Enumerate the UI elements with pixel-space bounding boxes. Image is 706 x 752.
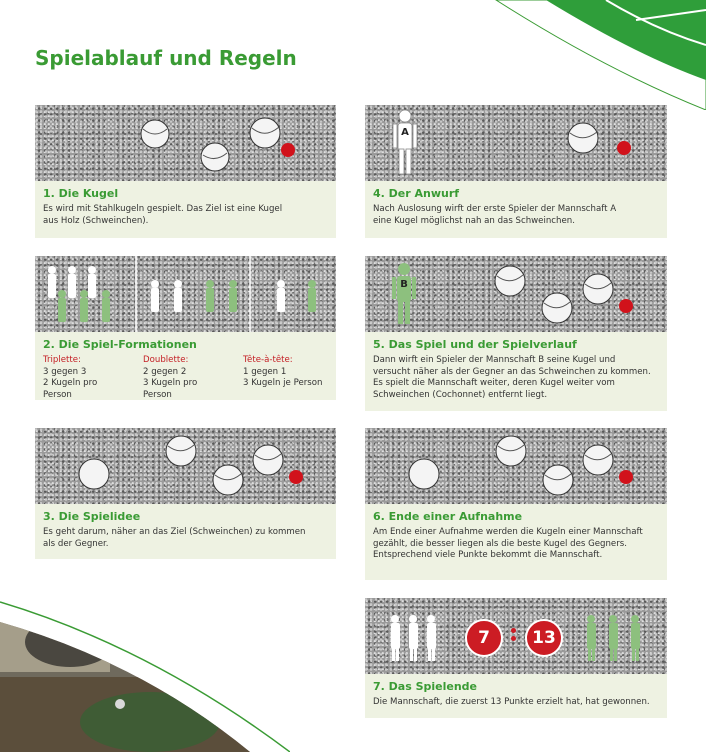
- illustration-balls: [35, 105, 336, 181]
- card-title: 5. Das Spiel und der Spielverlauf: [373, 338, 577, 351]
- score-team-a: 7: [465, 619, 503, 657]
- card-title: 6. Ende einer Aufnahme: [373, 510, 523, 523]
- card-text: Am Ende einer Aufnahme werden die Kugeln einer Mannschaft gezählt, die besser liegen als die beste Kugel des Gegners. Entsprechend viele Punkte bekommt die Mannschaft.: [373, 527, 643, 560]
- formation-list: [43, 355, 329, 401]
- illustration-formations: [35, 256, 336, 332]
- card-text: Die Mannschaft, die zuerst 13 Punkte erzielt hat, hat gewonnen.: [373, 697, 650, 707]
- illustration-aufnahme: [365, 428, 667, 504]
- player-label: B: [400, 279, 408, 290]
- formation-doublette: Doublette: 2 gegen 2 3 Kugeln pro Person: [143, 355, 198, 400]
- illustration-spielende: [365, 598, 667, 674]
- illustration-spielidee: [35, 428, 336, 504]
- illustration-anwurf: [365, 105, 667, 181]
- card-title: 3. Die Spielidee: [43, 510, 141, 523]
- score-separator: [511, 625, 517, 644]
- illustration-spielverlauf: [365, 256, 667, 332]
- player-label: A: [401, 127, 409, 138]
- page-title: Spielablauf und Regeln: [35, 46, 297, 70]
- formation-tete-a-tete: Tête-à-tête: 1 gegen 1 3 Kugeln je Person: [243, 355, 323, 388]
- card-text: Es wird mit Stahlkugeln gespielt. Das Ziel ist eine Kugel aus Holz (Schweinchen).: [43, 204, 283, 226]
- card-title: 2. Die Spiel-Formationen: [43, 338, 197, 351]
- formation-triplette: Triplette: 3 gegen 3 2 Kugeln pro Person: [43, 355, 98, 400]
- card-title: 4. Der Anwurf: [373, 187, 460, 200]
- card-text: Es geht darum, näher an das Ziel (Schweinchen) zu kommen als der Gegner.: [43, 527, 306, 549]
- card-text: Nach Auslosung wirft der erste Spieler der Mannschaft A eine Kugel möglichst nah an das Schweinchen.: [373, 204, 617, 226]
- card-title: 7. Das Spielende: [373, 680, 478, 693]
- card-title: 1. Die Kugel: [43, 187, 119, 200]
- card-text: Dann wirft ein Spieler der Mannschaft B seine Kugel und versucht näher als der Gegner an das Schweinchen zu kommen. Es spielt die Mannschaft weiter, deren Kugel weiter vom Schweinchen (Cochonnet) entfernt liegt.: [373, 355, 651, 400]
- corner-photo-decoration: [0, 592, 290, 752]
- score-team-b: 13: [525, 619, 563, 657]
- corner-decoration-top: [486, 0, 706, 110]
